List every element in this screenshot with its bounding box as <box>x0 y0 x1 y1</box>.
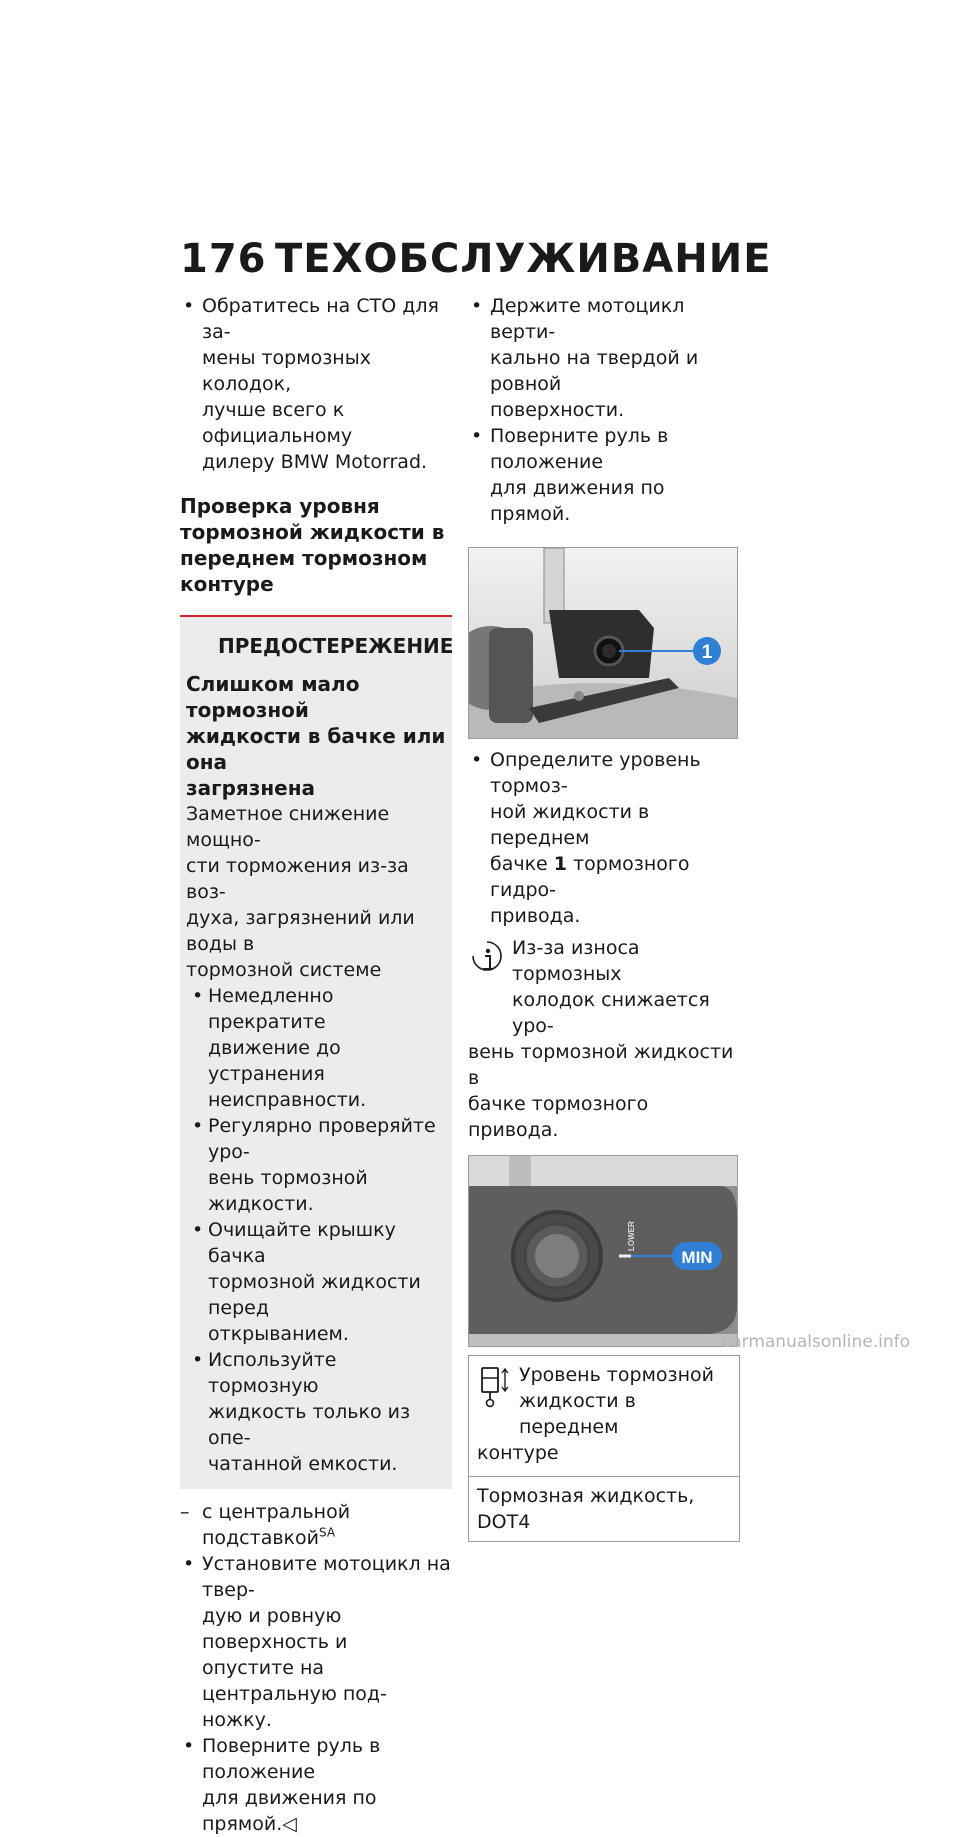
spec-table <box>468 1355 740 1542</box>
watermark: carmanualsonline.info <box>721 1332 910 1352</box>
spec-label: Уровень тормозной жидкости в переднем контуре <box>469 1356 739 1477</box>
brake-reservoir-illustration <box>469 548 737 738</box>
bullet-replace-pads: • Обратитесь на СТО для за- мены тормозных колодок, лучше всего к официальному дилеру BMW Motorrad. <box>180 293 452 475</box>
warning-box <box>180 615 452 1489</box>
photo1-callout: 1 <box>701 642 713 663</box>
page-title: ТЕХОБСЛУЖИВАНИЕ <box>275 236 772 282</box>
photo-min-mark <box>468 1155 738 1347</box>
warning-bullet: • Очищайте крышку бачка тормозной жидкости перед открыванием. <box>186 1217 446 1347</box>
warning-header <box>186 631 454 661</box>
right-column <box>468 293 740 1542</box>
page-number: 176 <box>180 236 267 282</box>
fluid-level-icon <box>477 1364 515 1408</box>
warning-subtitle: Слишком мало тормозной жидкости в бачке или она загрязнена <box>186 672 446 800</box>
bullet-place-motorcycle: • Установите мотоцикл на твер- дую и ровную поверхность и опустите на центральную под- ножку. <box>180 1551 452 1733</box>
bullet-turn-handlebar-right: • Поверните руль в положение для движения по прямой. <box>468 423 740 527</box>
min-callout: MIN <box>681 1248 713 1267</box>
page-header <box>180 236 772 282</box>
section-heading: Проверка уровня тормозной жидкости в переднем тормозном контуре <box>180 494 445 596</box>
end-mark-icon: ◁ <box>282 1813 297 1835</box>
spec-value: Тормозная жидкость, DOT4 <box>477 1485 695 1533</box>
ref-number: 1 <box>553 853 568 875</box>
left-column <box>180 293 452 1837</box>
sa-superscript: SA <box>319 1525 336 1540</box>
bullet-turn-handlebar: • Поверните руль в положение для движения по прямой.◁ <box>180 1733 452 1837</box>
condition-center-stand: – с центральной подставкой$^{SA}$ <box>180 1499 452 1551</box>
bullet-determine-level: • Определите уровень тормоз- ной жидкости в переднем бачке 1 тормозного гидро- привода. <box>468 747 740 929</box>
info-icon <box>470 939 504 979</box>
warning-bullet: • Используйте тормозную жидкость только из опе- чатанной емкости. <box>186 1347 446 1477</box>
warning-text: Заметное снижение мощно- сти торможения из-за воз- духа, загрязнений или воды в тормозной системе <box>186 803 415 981</box>
lower-label: LOWER <box>627 1221 636 1251</box>
warning-bullet: • Немедленно прекратите движение до устранения неисправности. <box>186 983 446 1113</box>
min-mark-illustration <box>469 1156 737 1346</box>
warning-bullet: • Регулярно проверяйте уро- вень тормозной жидкости. <box>186 1113 446 1217</box>
warning-title: ПРЕДОСТЕРЕЖЕНИЕ <box>218 634 454 658</box>
info-note: Из-за износа тормозных колодок снижается уро- вень тормозной жидкости в бачке тормозного привода. <box>468 937 734 1141</box>
bullet-hold-upright: • Держите мотоцикл верти- кально на твердой и ровной поверхности. <box>468 293 740 423</box>
photo-brake-reservoir <box>468 547 738 739</box>
